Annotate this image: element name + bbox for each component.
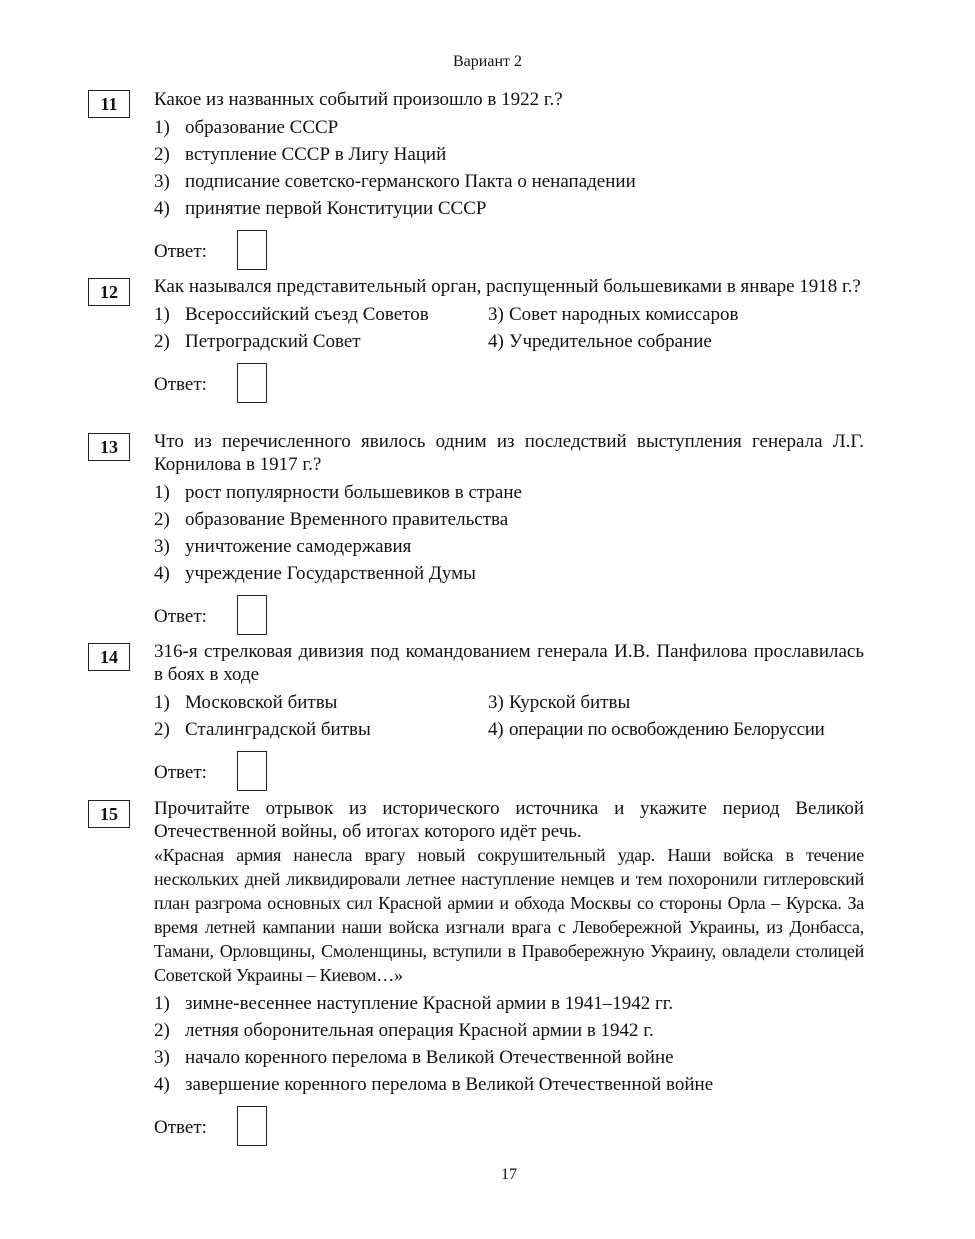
option-1: 1) зимне-весеннее наступление Красной армии в 1941–1942 гг. <box>154 993 674 1014</box>
question-stem: Прочитайте отрывок из исторического источника и укажите период Великой Отечественной войны, об итогах которого идёт речь. <box>154 798 864 842</box>
option-4: 4) учреждение Государственной Думы <box>154 563 476 584</box>
answer-box[interactable] <box>237 230 267 270</box>
page-number: 17 <box>501 1166 517 1183</box>
answer-box[interactable] <box>237 751 267 791</box>
option-2: 2) Петроградский Совет <box>154 331 361 352</box>
options-grid <box>154 301 864 355</box>
question-number-12: 12 <box>88 278 130 306</box>
question-number-14: 14 <box>88 643 130 671</box>
page-header: Вариант 2 <box>453 53 522 70</box>
answer-row <box>154 751 864 793</box>
answer-box[interactable] <box>237 595 267 635</box>
answer-label: Ответ: <box>154 241 207 262</box>
option-4: 4) Учредительное собрание <box>488 331 712 352</box>
question-stem: Какое из названных событий произошло в 1922 г.? <box>154 89 563 110</box>
source-quote: «Красная армия нанесла врагу новый сокрушительный удар. Наши войска в течение нескольких дней ликвидировали летнее наступление немцев и тем похоронили гитлеровский план разгрома основных сил Красной армии и обхода Москвы со стороны Орла – Курска. За время летней кампании наши войска изгнали врага с Левобережной Украины, из Донбасса, Тамани, Орловщины, Смоленщины, вступили в Правобережную Украину, овладели столицей Советской Украины – Киевом…» <box>154 845 864 985</box>
answer-box[interactable] <box>237 363 267 403</box>
option-2: 2) образование Временного правительства <box>154 509 509 530</box>
options-grid <box>154 689 864 743</box>
question-number-15: 15 <box>88 800 130 828</box>
question-stem: 316-я стрелковая дивизия под командованием генерала И.В. Панфилова прославилась в боях в ходе <box>154 641 864 685</box>
option-3: 3) подписание советско-германского Пакта о ненападении <box>154 171 636 192</box>
question-stem: Что из перечисленного явилось одним из последствий выступления генерала Л.Г. Корнилова в 1917 г.? <box>154 431 864 475</box>
option-4: 4) завершение коренного перелома в Великой Отечественной войне <box>154 1074 714 1095</box>
question-13 <box>154 430 864 637</box>
option-4: 4) принятие первой Конституции СССР <box>154 198 487 219</box>
options-list <box>154 479 864 587</box>
option-3: 3) Совет народных комиссаров <box>488 304 739 325</box>
answer-row <box>154 363 864 405</box>
answer-label: Ответ: <box>154 762 207 783</box>
option-2: 2) вступление СССР в Лигу Наций <box>154 144 447 165</box>
question-11 <box>154 88 864 272</box>
answer-row <box>154 595 864 637</box>
option-1: 1) Всероссийский съезд Советов <box>154 304 429 325</box>
options-list <box>154 114 864 222</box>
option-1: 1) Московской битвы <box>154 692 338 713</box>
question-number-11: 11 <box>88 90 130 118</box>
question-12 <box>154 275 864 405</box>
question-14 <box>154 640 864 793</box>
option-3: 3) Курской битвы <box>488 692 631 713</box>
option-1: 1) рост популярности большевиков в стране <box>154 482 522 503</box>
option-2: 2) Сталинградской битвы <box>154 719 371 740</box>
question-stem: Как назывался представительный орган, распущенный большевиками в январе 1918 г.? <box>154 276 861 297</box>
options-list <box>154 990 864 1098</box>
option-1: 1) образование СССР <box>154 117 339 138</box>
option-3: 3) начало коренного перелома в Великой Отечественной войне <box>154 1047 674 1068</box>
answer-label: Ответ: <box>154 374 207 395</box>
question-number-13: 13 <box>88 433 130 461</box>
option-4: 4) операции по освобождению Белоруссии <box>488 719 825 740</box>
answer-label: Ответ: <box>154 1117 207 1138</box>
option-2: 2) летняя оборонительная операция Красной армии в 1942 г. <box>154 1020 654 1041</box>
option-3: 3) уничтожение самодержавия <box>154 536 412 557</box>
answer-box[interactable] <box>237 1106 267 1146</box>
answer-row <box>154 230 864 272</box>
answer-row <box>154 1106 864 1148</box>
answer-label: Ответ: <box>154 606 207 627</box>
question-15 <box>154 797 864 1148</box>
